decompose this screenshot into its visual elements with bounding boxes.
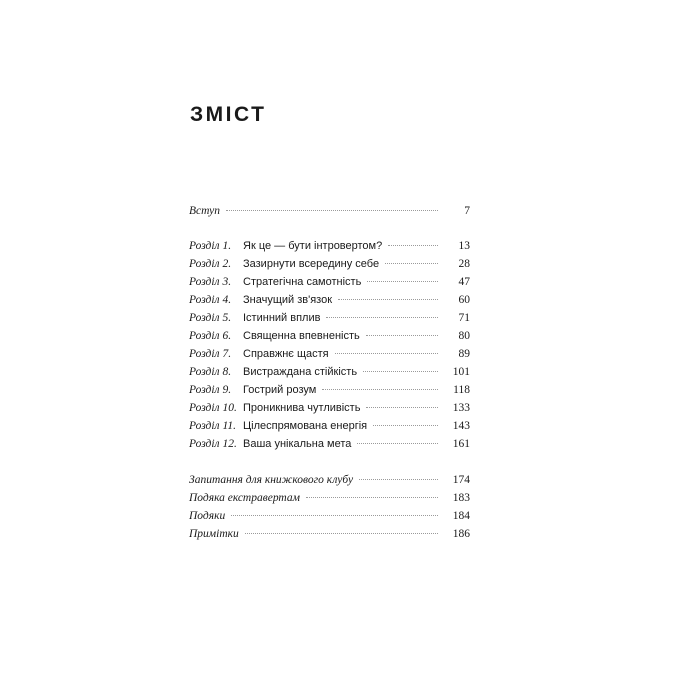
toc-page-number: 184 [452,510,470,522]
toc-back-matter-2 [189,489,470,507]
toc-chapter-6 [189,327,470,345]
toc-chapter-1 [189,237,470,255]
chapter-label: Розділ 12. [189,438,237,450]
toc-page-number: 183 [452,492,470,504]
toc-page-number: 71 [458,312,470,324]
chapter-label: Розділ 7. [189,348,232,360]
chapter-title: Ваша унікальна мета [243,438,352,450]
dot-leader [306,496,438,498]
dot-leader [366,334,438,336]
toc-page-number: 174 [452,474,470,486]
toc-back-matter-4 [189,525,470,543]
toc-chapter-4 [189,291,470,309]
dot-leader [245,532,438,534]
chapter-title: Справжнє щастя [243,348,329,360]
toc-page-number: 13 [458,240,470,252]
chapter-title: Зазирнути всередину себе [243,258,380,270]
dot-leader [226,209,438,211]
toc-chapter-10 [189,399,470,417]
dot-leader [326,316,438,318]
toc-page-number: 101 [452,366,470,378]
toc-entry-label: Запитання для книжкового клубу [189,474,354,486]
dot-leader [322,388,438,390]
chapter-title: Як це — бути інтровертом? [243,240,383,252]
chapter-label: Розділ 3. [189,276,232,288]
dot-leader [231,514,438,516]
toc-page-number: 28 [458,258,470,270]
chapter-title: Священна впевненість [243,330,360,342]
dot-leader [388,244,438,246]
toc-entry-label: Подяки [189,510,226,522]
toc-back-matter-1 [189,471,470,489]
chapter-label: Розділ 9. [189,384,232,396]
chapter-title: Вистраждана стійкість [243,366,358,378]
chapter-title: Гострий розум [243,384,317,396]
toc-back-matter-3 [189,507,470,525]
toc-chapter-5 [189,309,470,327]
toc-page-number: 133 [452,402,470,414]
toc-entry-intro [189,202,470,220]
chapter-label: Розділ 10. [189,402,237,414]
chapter-label: Розділ 11. [189,420,236,432]
toc-entry-label: Примітки [189,528,239,540]
toc-page-number: 7 [464,205,470,217]
toc-chapter-8 [189,363,470,381]
chapter-title: Цілеспрямована енергія [243,420,368,432]
dot-leader [338,298,438,300]
toc-chapter-11 [189,417,470,435]
dot-leader [366,406,438,408]
dot-leader [385,262,438,264]
chapter-label: Розділ 6. [189,330,232,342]
chapter-label: Розділ 1. [189,240,232,252]
toc-page-number: 186 [452,528,470,540]
toc-chapter-9 [189,381,470,399]
chapter-label: Розділ 2. [189,258,232,270]
toc-chapter-7 [189,345,470,363]
toc-chapter-2 [189,255,470,273]
page-title: ЗМІСТ [190,103,267,126]
dot-leader [359,478,438,480]
toc-chapter-3 [189,273,470,291]
toc-page-number: 143 [452,420,470,432]
toc-page-number: 80 [458,330,470,342]
chapter-title: Значущий зв'язок [243,294,333,306]
toc-page-number: 118 [453,384,470,396]
chapter-label: Розділ 5. [189,312,232,324]
dot-leader [373,424,438,426]
chapter-title: Проникнива чутливість [243,402,361,414]
toc-entry-label: Подяка екстравертам [189,492,300,504]
toc-page-number: 89 [458,348,470,360]
dot-leader [357,442,438,444]
chapter-label: Розділ 4. [189,294,232,306]
toc-chapter-12 [189,435,470,453]
chapter-label: Розділ 8. [189,366,232,378]
dot-leader [363,370,438,372]
chapter-title: Стратегічна самотність [243,276,362,288]
chapter-title: Істинний вплив [243,312,321,324]
toc-entry-label: Вступ [189,205,221,217]
toc-page-number: 60 [458,294,470,306]
dot-leader [335,352,438,354]
toc-page-number: 161 [452,438,470,450]
toc-page-number: 47 [458,276,470,288]
dot-leader [367,280,438,282]
